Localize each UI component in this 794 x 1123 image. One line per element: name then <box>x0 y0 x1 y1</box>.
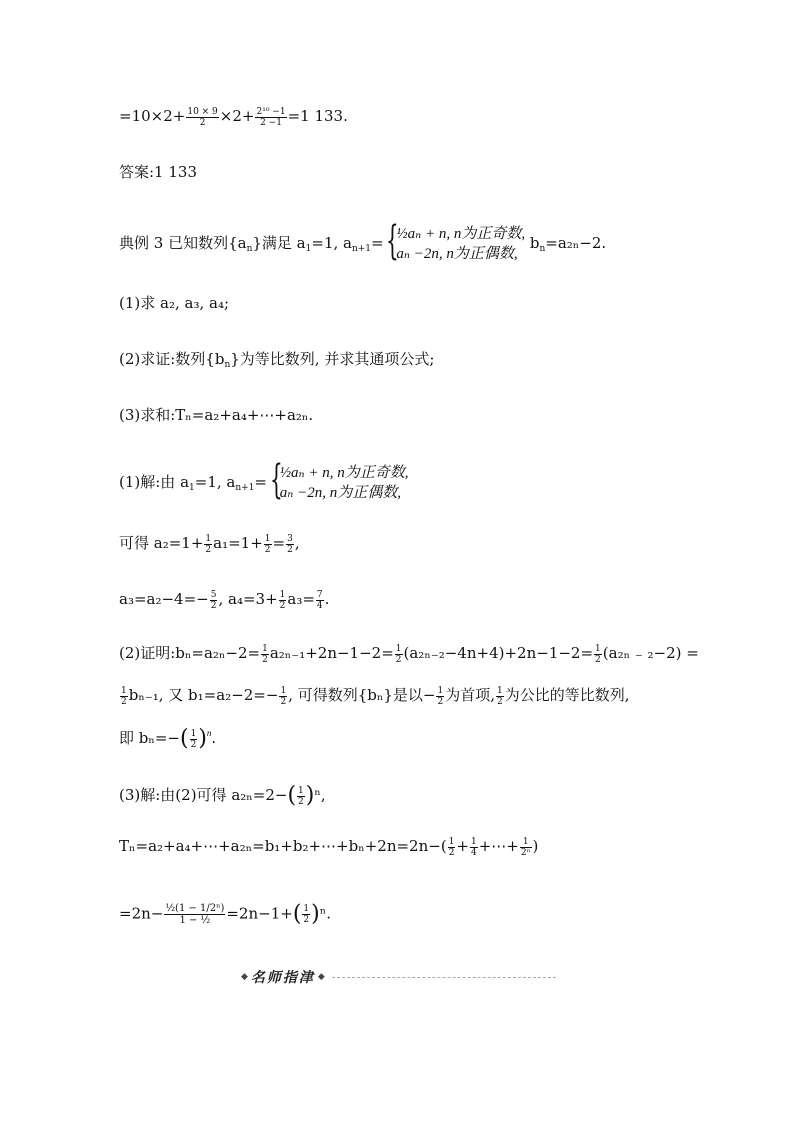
section-title: 名师指津 <box>250 970 315 986</box>
fraction: $\frac{10 \times 9}{2}$ <box>187 106 218 128</box>
fraction: $\frac{\text{2¹⁰ −1}}{2 -1}$ <box>256 106 286 128</box>
question-3: (3)求和:Tₙ=a₂+a₄+⋯+a₂ₙ. <box>119 406 314 424</box>
solution-1-start: (1)解:由 $a_1=1$, $a_{n+1}=$ { ½aₙ + n, n为正奇数, aₙ −2n, n为正偶数, <box>119 457 409 503</box>
tn-result: =2n− $\frac{\text{½(1 − 1/2ⁿ)}}{\text{1 − ½}}$ =2n−1+( $\frac{1}{2}$ )ⁿ. <box>119 901 331 927</box>
section-divider <box>238 968 556 986</box>
solution-3-start: (3)解:由(2)可得 a₂ₙ=2−( $\frac{1}{2}$ )ⁿ, <box>119 783 326 808</box>
piecewise-definition: { ½aₙ + n, n为正奇数, aₙ −2n, n为正偶数, <box>269 457 409 503</box>
dashed-rule <box>332 977 556 978</box>
a3-a4-computation: a₃=a₂−4=− $\frac{5}{2}$ , a₄=3+ $\frac{1}{2}$ a₃= $\frac{7}{4}$ . <box>119 589 330 611</box>
a2-computation: 可得 a₂=1+ $\frac{1}{2}$ a₁=1+ $\frac{1}{2}$ = $\frac{3}{2}$ , <box>119 533 300 555</box>
question-2: (2)求证:数列$\{b_n\}$为等比数列, 并求其通项公式; <box>119 350 435 370</box>
tn-expansion: Tₙ=a₂+a₄+⋯+a₂ₙ=b₁+b₂+⋯+bₙ+2n=2n−( $\frac{1}{2}$ + $\frac{1}{4}$ +⋯+ $\frac{1}{\text{2ⁿ}}$ ) <box>119 836 539 858</box>
diamond-icon: ◆ <box>317 972 325 982</box>
question-1: (1)求 a₂, a₃, a₄; <box>119 294 230 312</box>
piecewise-definition: { ½aₙ + n, n为正奇数, aₙ −2n, n为正偶数, <box>386 218 526 264</box>
diamond-icon: ◆ <box>241 972 248 982</box>
sum-result-line: =10×2+ $\frac{10 \times 9}{2}$ ×2+ $\frac{\text{2¹⁰ −1}}{2 -1}$ =1 133. <box>119 106 348 128</box>
proof-line-1: (2)证明:bₙ=a₂ₙ−2= $\frac{1}{2}$ a₂ₙ₋₁+2n−1−2= $\frac{1}{2}$ (a₂ₙ₋₂−4n+4)+2n−1−2= $\frac{1}{2}$ (a₂ₙ ₋ ₂−2) = <box>119 643 699 665</box>
bn-formula: 即 bₙ=−( $\frac{1}{2}$ )$^n$. <box>119 726 217 751</box>
example-3-statement: 典例 3 已知数列$\{a_n\}$满足 $a_1=1$, $a_{n+1}=$ { ½aₙ + n, n为正奇数, aₙ −2n, n为正偶数, $b_n=a_{2n}-2$. <box>119 218 607 264</box>
proof-line-2: $\frac{1}{2}$ bₙ₋₁, 又 b₁=a₂−2=− $\frac{1}{2}$ , 可得数列{bₙ}是以− $\frac{1}{2}$ 为首项, $\frac{1}{2}$ 为公比的等比数列, <box>121 685 630 707</box>
answer-line: 答案:1 133 <box>119 163 197 181</box>
